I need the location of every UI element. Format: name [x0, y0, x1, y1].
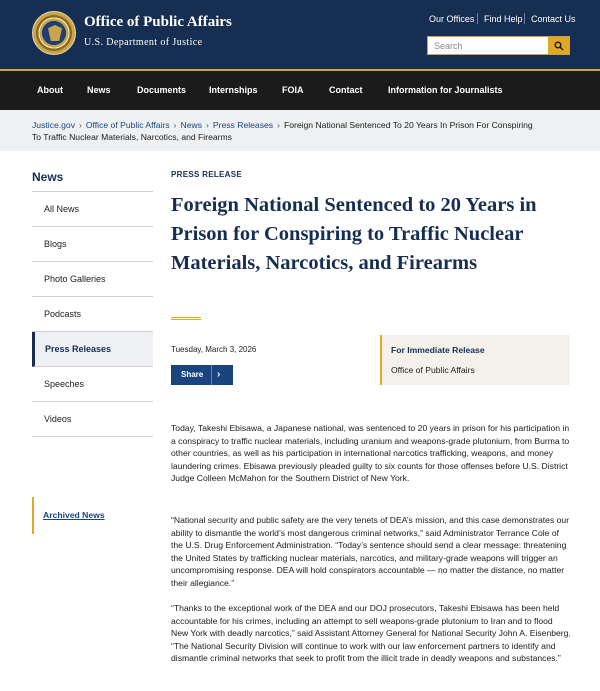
nav-documents[interactable]: Documents — [137, 85, 187, 95]
release-info-box — [380, 335, 570, 385]
utility-divider — [524, 13, 525, 24]
search-icon — [554, 41, 564, 51]
sidebar-item-speeches[interactable]: Speeches — [32, 367, 153, 402]
nav-foia[interactable]: FOIA — [282, 85, 304, 95]
breadcrumb-justice-gov[interactable]: Justice.gov — [32, 120, 75, 130]
nav-information-for-journalists[interactable]: Information for Journalists — [388, 85, 503, 95]
sidebar-item-photo-galleries[interactable]: Photo Galleries — [32, 262, 153, 297]
nav-contact[interactable]: Contact — [329, 85, 363, 95]
search-button[interactable] — [548, 37, 569, 54]
title-divider — [171, 317, 201, 320]
utility-divider — [477, 13, 478, 24]
article-kicker: PRESS RELEASE — [171, 170, 243, 179]
page-title: Foreign National Sentenced to 20 Years in Prison for Conspiring to Traffic Nuclear Materials, Narcotics, and Firearms — [171, 194, 537, 274]
doj-seal-logo[interactable] — [32, 11, 76, 55]
search-box — [427, 36, 570, 55]
chevron-right-icon: › — [79, 120, 82, 130]
main-nav — [0, 69, 600, 110]
sidebar-item-videos[interactable]: Videos — [32, 402, 153, 437]
contact-us-link[interactable]: Contact Us — [531, 14, 576, 24]
share-button[interactable] — [171, 365, 233, 385]
sidebar-item-blogs[interactable]: Blogs — [32, 227, 153, 262]
agency-name[interactable]: Office of Public Affairs — [84, 14, 232, 30]
article-paragraph: “National security and public safety are the very tenets of DEA’s mission, and this case demonstrates our ability to dismantle the world’s most dangerous criminal networks,” said Administrator Terrance Cole of the U.S. Drug Enforcement Administration. “Today’s sentence should send a clear message: threatening the United States by trafficking nuclear materials, narcotics, and military-grade weapons will trigger an uncompromising response. DEA will hold conspirators accountable — no matter the distance, no matter their allegiance.” — [171, 515, 570, 588]
breadcrumb-current-page-continued: To Traffic Nuclear Materials, Narcotics, and Firearms — [32, 132, 232, 142]
our-offices-link[interactable]: Our Offices — [429, 14, 475, 24]
nav-news[interactable]: News — [87, 85, 111, 95]
sidebar-item-all-news[interactable]: All News — [32, 192, 153, 227]
sidebar-nav — [32, 191, 153, 437]
chevron-right-icon: › — [173, 120, 177, 130]
chevron-right-icon: › — [217, 369, 221, 380]
breadcrumb — [0, 110, 600, 151]
breadcrumb-news[interactable]: News — [180, 120, 203, 130]
article-paragraph: “Thanks to the exceptional work of the DEA and our DOJ prosecutors, Takeshi Ebisawa has been held accountable for his crimes, including an attempt to sell weapons-grade plutonium to Iran and to flood New York with deadly narcotics,” said Assistant Attorney General for National Security John A. Eisenberg. “The National Security Division will continue to work with our law enforcement partners to identify and dismantle criminal networks that seek to profit from the illicit trade in deadly weapons and substances.” — [171, 603, 571, 664]
sidebar-heading: News — [32, 170, 64, 184]
breadcrumb-press-releases[interactable]: Press Releases — [212, 120, 274, 130]
chevron-right-icon: › — [206, 120, 209, 130]
release-heading: For Immediate Release — [391, 345, 485, 355]
breadcrumb-office-of-public-affairs[interactable]: Office of Public Affairs — [85, 120, 170, 130]
sidebar-item-press-releases[interactable]: Press Releases — [32, 332, 153, 367]
search-input[interactable] — [428, 37, 549, 54]
article-paragraph: Today, Takeshi Ebisawa, a Japanese national, was sentenced to 20 years in prison for his participation in a conspiracy to traffic nuclear materials, including uranium and weapons-grade plutonium, from Burma to other countries, as well as his participation in international narcotics trafficking, weapons, and money laundering crimes. Ebisawa previously pleaded guilty to six counts for those offenses before U.S. District Judge Colleen McMahon for the Southern District of New York. — [171, 423, 570, 484]
share-label: Share — [181, 370, 204, 379]
breadcrumb-current-page: Foreign National Sentenced To 20 Years In Prison For Conspiring — [283, 120, 533, 130]
share-divider — [211, 365, 212, 385]
department-name: U.S. Department of Justice — [84, 37, 203, 48]
nav-internships[interactable]: Internships — [209, 85, 258, 95]
archived-news-link[interactable]: Archived News — [32, 497, 153, 534]
nav-about[interactable]: About — [37, 85, 63, 95]
publish-date: Tuesday, March 3, 2026 — [171, 345, 257, 354]
release-office: Office of Public Affairs — [391, 365, 475, 375]
sidebar-item-podcasts[interactable]: Podcasts — [32, 297, 153, 332]
site-header — [0, 0, 600, 69]
chevron-right-icon: › — [277, 120, 280, 130]
find-help-link[interactable]: Find Help — [484, 14, 523, 24]
